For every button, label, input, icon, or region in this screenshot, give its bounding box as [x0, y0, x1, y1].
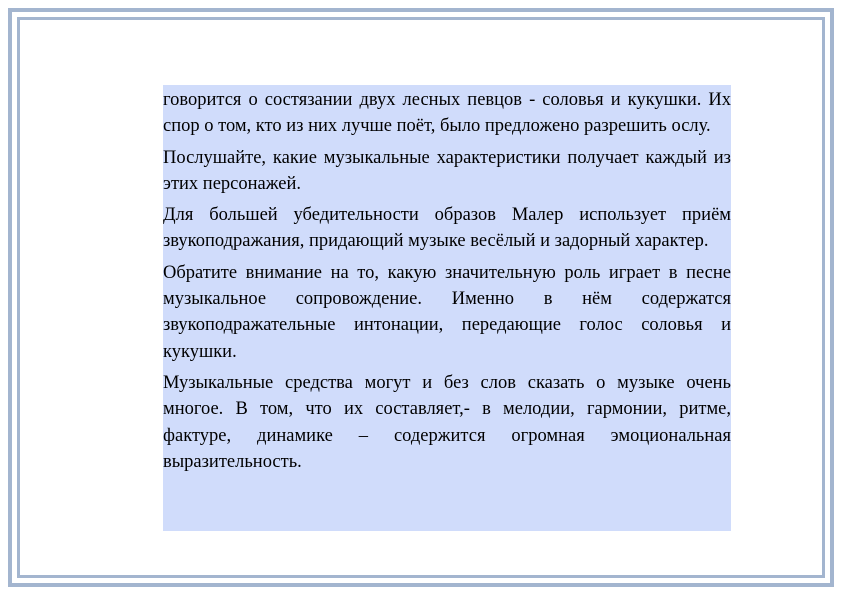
paragraph-onomatopoeia: Для большей убедительности образов Малер использует приём звукоподражания, придающий музыке весёлый и задорный характер. — [163, 205, 731, 252]
paragraph-contest: говорится о состязании двух лесных певцов - соловья и кукушки. Их спор о том, кто из них лучше поёт, было предложено разрешить ослу. — [163, 90, 731, 137]
paragraph-accompaniment: Обратите внимание на то, какую значительную роль играет в песне музыкальное сопровождение. Именно в нём содержатся звукоподражательные интонации, передающие голос соловья и кукушки. — [163, 262, 731, 362]
paragraph-musical-means: Музыкальные средства могут и без слов сказать о музыке очень многое. В том, что их составляет,- в мелодии, гармонии, ритме, фактуре, динамике – содержится огромная эмоциональная выразительность. — [163, 372, 731, 472]
slide-text-block — [163, 85, 731, 531]
paragraph-listen: Послушайте, какие музыкальные характеристики получает каждый из этих персонажей. — [163, 147, 731, 194]
